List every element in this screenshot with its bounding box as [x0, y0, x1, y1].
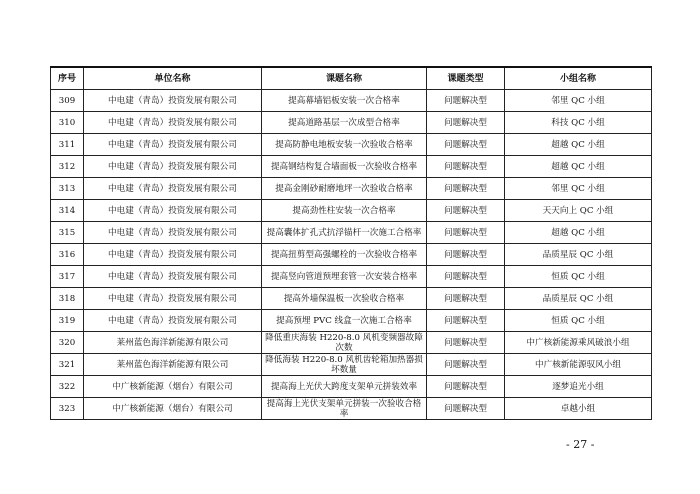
cell-group: 超越 QC 小组 — [505, 156, 652, 178]
cell-group: 恒质 QC 小组 — [505, 310, 652, 332]
cell-serial: 313 — [51, 178, 84, 200]
cell-group: 超越 QC 小组 — [505, 222, 652, 244]
cell-unit: 中电建（青岛）投资发展有限公司 — [84, 266, 262, 288]
table-row — [51, 310, 652, 332]
cell-unit: 中电建（青岛）投资发展有限公司 — [84, 156, 262, 178]
cell-unit: 莱州蓝色海洋新能源有限公司 — [84, 332, 262, 354]
cell-serial: 315 — [51, 222, 84, 244]
table-row — [51, 112, 652, 134]
cell-type: 问题解决型 — [427, 90, 505, 112]
cell-group: 中广核新能源乘风破浪小组 — [505, 332, 652, 354]
cell-topic: 降低重庆海装 H220-8.0 风机变频器故障次数 — [262, 332, 427, 354]
cell-group: 恒质 QC 小组 — [505, 266, 652, 288]
table-row — [51, 398, 652, 420]
cell-serial: 310 — [51, 112, 84, 134]
cell-type: 问题解决型 — [427, 266, 505, 288]
cell-unit: 中广核新能源（烟台）有限公司 — [84, 398, 262, 420]
cell-unit: 中电建（青岛）投资发展有限公司 — [84, 90, 262, 112]
cell-unit: 中电建（青岛）投资发展有限公司 — [84, 310, 262, 332]
page-number: - 27 - — [566, 438, 595, 451]
cell-unit: 中电建（青岛）投资发展有限公司 — [84, 134, 262, 156]
cell-unit: 中电建（青岛）投资发展有限公司 — [84, 178, 262, 200]
cell-type: 问题解决型 — [427, 288, 505, 310]
cell-type: 问题解决型 — [427, 332, 505, 354]
header-type: 课题类型 — [427, 67, 505, 90]
cell-type: 问题解决型 — [427, 310, 505, 332]
cell-group: 逐梦追光小组 — [505, 376, 652, 398]
cell-topic: 降低海装 H220-8.0 风机齿轮箱加热器损坏数量 — [262, 354, 427, 376]
cell-serial: 311 — [51, 134, 84, 156]
cell-group: 邻里 QC 小组 — [505, 178, 652, 200]
table-row — [51, 332, 652, 354]
cell-serial: 322 — [51, 376, 84, 398]
cell-serial: 316 — [51, 244, 84, 266]
cell-serial: 314 — [51, 200, 84, 222]
header-topic: 课题名称 — [262, 67, 427, 90]
cell-topic: 提高钢结构复合墙面板一次验收合格率 — [262, 156, 427, 178]
table-row — [51, 244, 652, 266]
cell-unit: 中电建（青岛）投资发展有限公司 — [84, 200, 262, 222]
cell-type: 问题解决型 — [427, 112, 505, 134]
cell-unit: 中电建（青岛）投资发展有限公司 — [84, 288, 262, 310]
cell-unit: 中电建（青岛）投资发展有限公司 — [84, 112, 262, 134]
cell-topic: 提高道路基层一次成型合格率 — [262, 112, 427, 134]
cell-serial: 312 — [51, 156, 84, 178]
table-row — [51, 90, 652, 112]
cell-topic: 提高幕墙铝板安装一次合格率 — [262, 90, 427, 112]
cell-group: 卓越小组 — [505, 398, 652, 420]
table-row — [51, 200, 652, 222]
header-group: 小组名称 — [505, 67, 652, 90]
cell-topic: 提高囊体扩孔式抗浮锚杆一次施工合格率 — [262, 222, 427, 244]
cell-topic: 提高海上光伏大跨度支架单元拼装效率 — [262, 376, 427, 398]
cell-serial: 317 — [51, 266, 84, 288]
cell-serial: 320 — [51, 332, 84, 354]
cell-serial: 321 — [51, 354, 84, 376]
cell-type: 问题解决型 — [427, 376, 505, 398]
table-row — [51, 222, 652, 244]
table-row — [51, 354, 652, 376]
header-serial: 序号 — [51, 67, 84, 90]
cell-unit: 中电建（青岛）投资发展有限公司 — [84, 244, 262, 266]
results-table — [50, 66, 652, 420]
cell-group: 品质星辰 QC 小组 — [505, 288, 652, 310]
cell-serial: 309 — [51, 90, 84, 112]
cell-type: 问题解决型 — [427, 200, 505, 222]
table-row — [51, 288, 652, 310]
cell-type: 问题解决型 — [427, 398, 505, 420]
table-row — [51, 156, 652, 178]
table-row — [51, 178, 652, 200]
cell-unit: 中电建（青岛）投资发展有限公司 — [84, 222, 262, 244]
cell-topic: 提高防静电地板安装一次验收合格率 — [262, 134, 427, 156]
cell-topic: 提高外墙保温板一次验收合格率 — [262, 288, 427, 310]
cell-type: 问题解决型 — [427, 134, 505, 156]
cell-unit: 莱州蓝色海洋新能源有限公司 — [84, 354, 262, 376]
cell-type: 问题解决型 — [427, 222, 505, 244]
cell-group: 品质星辰 QC 小组 — [505, 244, 652, 266]
cell-serial: 319 — [51, 310, 84, 332]
cell-topic: 提高扭剪型高强螺栓的一次验收合格率 — [262, 244, 427, 266]
cell-type: 问题解决型 — [427, 244, 505, 266]
cell-group: 中广核新能源驭风小组 — [505, 354, 652, 376]
cell-topic: 提高海上光伏支架单元拼装一次验收合格率 — [262, 398, 427, 420]
cell-unit: 中广核新能源（烟台）有限公司 — [84, 376, 262, 398]
table-row — [51, 376, 652, 398]
cell-type: 问题解决型 — [427, 156, 505, 178]
cell-serial: 323 — [51, 398, 84, 420]
cell-type: 问题解决型 — [427, 178, 505, 200]
table-row — [51, 266, 652, 288]
cell-group: 天天向上 QC 小组 — [505, 200, 652, 222]
cell-group: 科技 QC 小组 — [505, 112, 652, 134]
table-header-row — [51, 67, 652, 90]
cell-group: 超越 QC 小组 — [505, 134, 652, 156]
table-body — [51, 90, 652, 420]
cell-serial: 318 — [51, 288, 84, 310]
table-row — [51, 134, 652, 156]
cell-topic: 提高竖向管道预埋套管一次安装合格率 — [262, 266, 427, 288]
cell-type: 问题解决型 — [427, 354, 505, 376]
cell-topic: 提高金刚砂耐磨地坪一次验收合格率 — [262, 178, 427, 200]
cell-group: 邻里 QC 小组 — [505, 90, 652, 112]
cell-topic: 提高预埋 PVC 线盒一次施工合格率 — [262, 310, 427, 332]
cell-topic: 提高劲性柱安装一次合格率 — [262, 200, 427, 222]
header-unit: 单位名称 — [84, 67, 262, 90]
